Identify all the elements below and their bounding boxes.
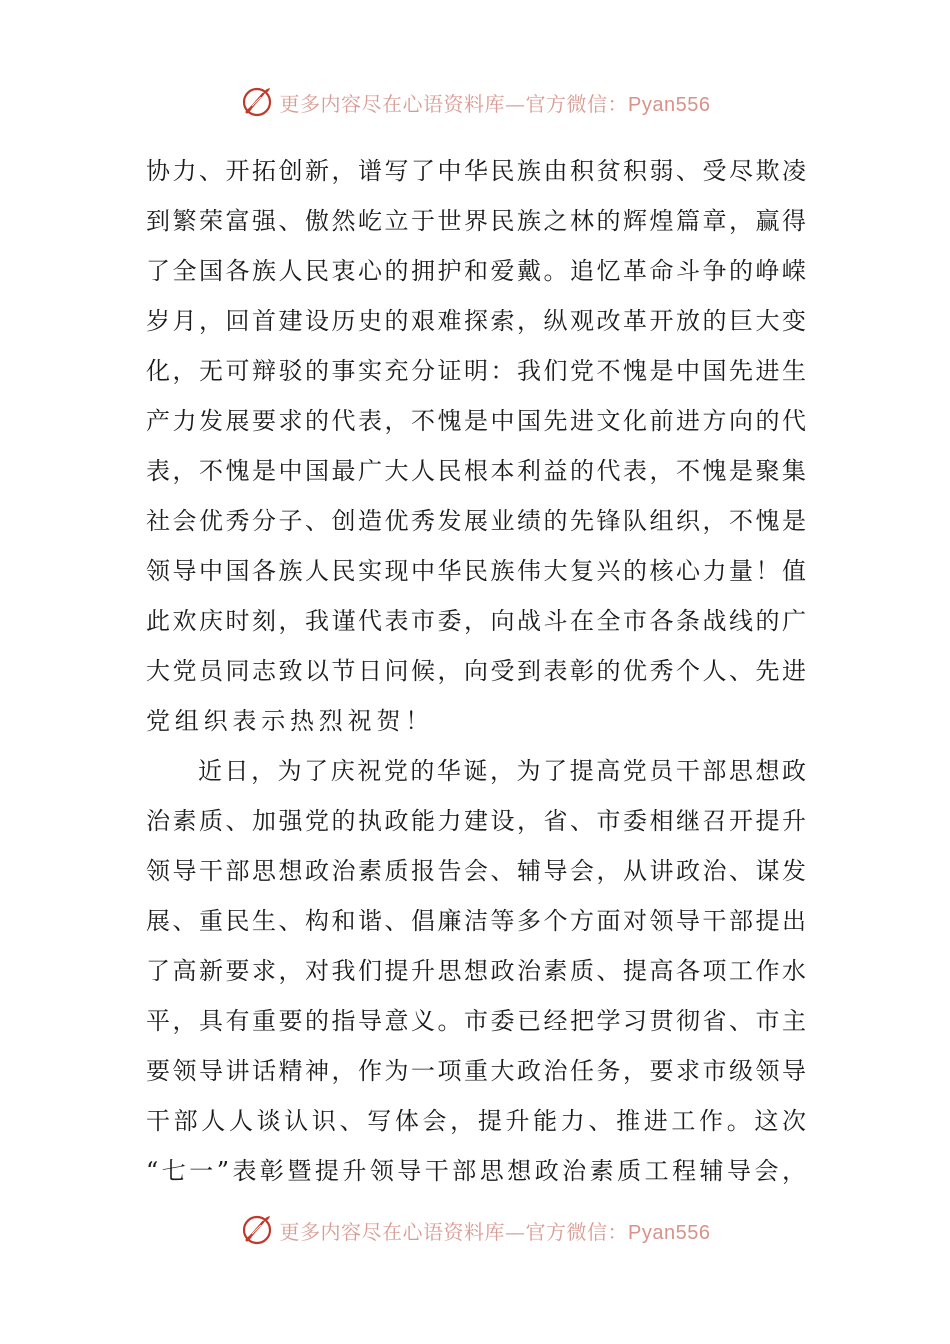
text-line-content: 产力发展要求的代表，不愧是中国先进文化前进方向的代 <box>146 407 806 435</box>
text-line-content: 了高新要求，对我们提升思想政治素质、提高各项工作水 <box>146 957 806 985</box>
text-line <box>146 296 806 346</box>
text-line <box>146 1096 806 1146</box>
text-line <box>146 346 806 396</box>
text-line-content: 大党员同志致以节日问候，向受到表彰的优秀个人、先进 <box>146 657 806 685</box>
watermark-text <box>280 1216 711 1245</box>
text-line <box>146 1046 806 1096</box>
text-line-content: 展、重民生、构和谐、倡廉洁等多个方面对领导干部提出 <box>146 907 806 935</box>
text-line <box>146 446 806 496</box>
watermark-id: Pyan556 <box>628 93 711 116</box>
text-line-content: 化，无可辩驳的事实充分证明：我们党不愧是中国先进生 <box>146 357 806 385</box>
text-line-content: 协力、开拓创新，谱写了中华民族由积贫积弱、受尽欺凌 <box>146 157 806 185</box>
watermark-text <box>280 88 711 117</box>
text-line <box>146 496 806 546</box>
watermark-label: 官方微信： <box>525 1219 629 1244</box>
quill-logo-icon <box>240 85 274 119</box>
text-line <box>146 1146 806 1196</box>
watermark-separator: — <box>505 91 526 116</box>
text-line-paragraph-start <box>146 746 806 796</box>
text-line <box>146 246 806 296</box>
text-line-content: 平，具有重要的指导意义。市委已经把学习贯彻省、市主 <box>146 1007 806 1035</box>
text-line <box>146 946 806 996</box>
text-line-content: 领导中国各族人民实现中华民族伟大复兴的核心力量！值 <box>146 557 806 585</box>
text-line <box>146 896 806 946</box>
text-line <box>146 846 806 896</box>
watermark-label: 官方微信： <box>525 91 629 116</box>
header-watermark <box>0 84 950 120</box>
watermark-id: Pyan556 <box>628 1221 711 1244</box>
text-line-paragraph-end <box>146 696 806 746</box>
text-line-content: 社会优秀分子、创造优秀发展业绩的先锋队组织，不愧是 <box>146 507 806 535</box>
watermark-main: 更多内容尽在心语资料库 <box>279 91 506 116</box>
text-line-content: 了全国各族人民衷心的拥护和爱戴。追忆革命斗争的峥嵘 <box>146 257 806 285</box>
text-line <box>146 396 806 446</box>
text-line <box>146 196 806 246</box>
text-line-content: 要领导讲话精神，作为一项重大政治任务，要求市级领导 <box>146 1057 806 1085</box>
text-line <box>146 596 806 646</box>
text-line-content: “七一”表彰暨提升领导干部思想政治素质工程辅导会， <box>146 1157 806 1185</box>
text-line-content: 干部人人谈认识、写体会，提升能力、推进工作。这次 <box>146 1107 806 1135</box>
document-body <box>146 146 806 1196</box>
text-line-content: 此欢庆时刻，我谨代表市委，向战斗在全市各条战线的广 <box>146 607 806 635</box>
text-line-content: 领导干部思想政治素质报告会、辅导会，从讲政治、谋发 <box>146 857 806 885</box>
text-line <box>146 796 806 846</box>
text-line-content: 党组织表示热烈祝贺！ <box>146 707 434 735</box>
text-line-content: 表，不愧是中国最广大人民根本利益的代表，不愧是聚集 <box>146 457 806 485</box>
text-line-content: 岁月，回首建设历史的艰难探索，纵观改革开放的巨大变 <box>146 307 806 335</box>
watermark-separator: — <box>505 1219 526 1244</box>
text-line-content: 治素质、加强党的执政能力建设，省、市委相继召开提升 <box>146 807 806 835</box>
watermark-main: 更多内容尽在心语资料库 <box>279 1219 506 1244</box>
text-line-content: 近日，为了庆祝党的华诞，为了提高党员干部思想政 <box>198 757 806 785</box>
text-line <box>146 646 806 696</box>
text-line <box>146 996 806 1046</box>
text-line-content: 到繁荣富强、傲然屹立于世界民族之林的辉煌篇章，赢得 <box>146 207 806 235</box>
text-line <box>146 546 806 596</box>
quill-logo-icon <box>240 1213 274 1247</box>
footer-watermark <box>0 1212 950 1248</box>
text-line <box>146 146 806 196</box>
